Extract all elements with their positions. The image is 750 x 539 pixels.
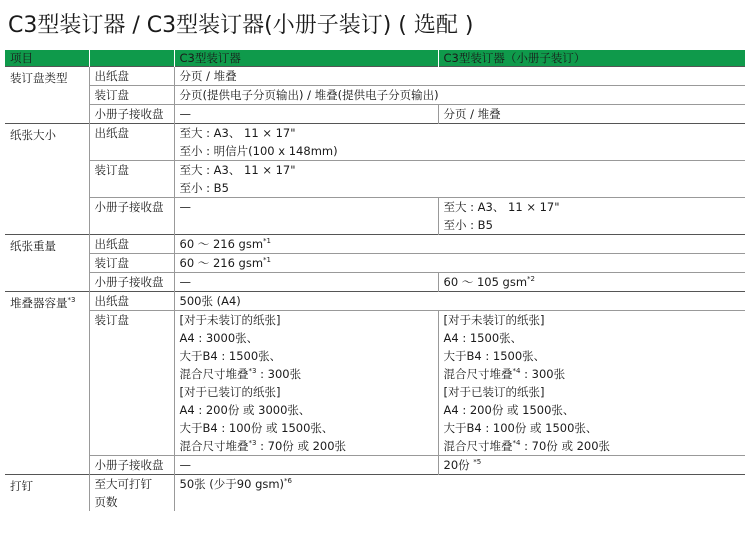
- cell-value: [174, 235, 745, 254]
- sub-label: 小册子接收盘: [89, 198, 174, 235]
- cell-line: [对于已装订的纸张]: [443, 385, 545, 399]
- cell-text: 混合尺寸堆叠: [179, 439, 249, 453]
- cell-line: 大于B4 : 1500张、: [443, 349, 546, 363]
- cell-value: 分页(提供电子分页输出) / 堆叠(提供电子分页输出): [174, 86, 745, 105]
- header-sub: [89, 50, 174, 67]
- cell-text: 混合尺寸堆叠: [179, 367, 249, 381]
- cell-value: [174, 311, 438, 456]
- table-row: [5, 254, 745, 273]
- table-row: [5, 105, 745, 124]
- row-label-tray-type: 装订盘类型: [5, 67, 89, 124]
- footnote-mark: *4: [512, 367, 521, 375]
- row-label-stapling: 打钉: [5, 475, 89, 512]
- cell-line: [180, 437, 435, 455]
- cell-line: 至小 : B5: [443, 218, 493, 232]
- cell-value: —: [174, 105, 438, 124]
- cell-line: 至大 : A3、 11 × 17": [443, 200, 560, 214]
- cell-text: : 70份 或 200张: [520, 439, 611, 453]
- cell-text: 混合尺寸堆叠: [443, 367, 513, 381]
- cell-line: 大于B4 : 1500张、: [179, 349, 282, 363]
- cell-value: —: [174, 456, 438, 475]
- footnote-mark: *1: [263, 237, 272, 245]
- sub-label: 小册子接收盘: [89, 105, 174, 124]
- cell-value: [174, 254, 745, 273]
- cell-value: [174, 161, 745, 198]
- sub-label: 出纸盘: [89, 235, 174, 254]
- sub-label: 装订盘: [89, 161, 174, 198]
- header-c3: C3型装订器: [174, 50, 438, 67]
- table-row: [5, 273, 745, 292]
- sub-label: 出纸盘: [89, 124, 174, 161]
- table-row: [5, 86, 745, 105]
- cell-text: 60 ～ 216 gsm: [179, 256, 264, 270]
- row-label-paper-weight: 纸张重量: [5, 235, 89, 292]
- cell-value: [438, 273, 745, 292]
- cell-text: 60 ～ 216 gsm: [179, 237, 264, 251]
- cell-value: 500张 (A4): [174, 292, 745, 311]
- cell-text: : 300张: [520, 367, 566, 381]
- table-row: [5, 67, 745, 86]
- table-row: [5, 311, 745, 456]
- cell-line: [对于已装订的纸张]: [179, 385, 281, 399]
- sub-label: 装订盘: [89, 254, 174, 273]
- footnote-mark: *5: [473, 458, 482, 466]
- cell-line: [180, 365, 435, 383]
- cell-value: —: [174, 273, 438, 292]
- footnote-mark: *3: [248, 367, 257, 375]
- cell-line: 至大可打钉: [94, 477, 152, 491]
- cell-line: 页数: [94, 495, 118, 509]
- cell-line: 至小 : B5: [179, 181, 229, 195]
- cell-line: 大于B4 : 100份 或 1500张、: [443, 421, 598, 435]
- cell-value: [438, 456, 745, 475]
- table-row: [5, 292, 745, 311]
- cell-line: 至小 : 明信片(100 x 148mm): [179, 144, 338, 158]
- table-row: [5, 124, 745, 161]
- header-item: 项目: [5, 50, 89, 67]
- cell-line: A4 : 1500张、: [443, 331, 523, 345]
- cell-line: A4 : 3000张、: [179, 331, 259, 345]
- cell-text: 混合尺寸堆叠: [443, 439, 513, 453]
- cell-text: 堆叠器容量: [10, 296, 68, 310]
- cell-value: [174, 124, 745, 161]
- footnote-mark: *1: [263, 256, 272, 264]
- table-row: [5, 198, 745, 235]
- cell-line: A4 : 200份 或 3000张、: [179, 403, 311, 417]
- cell-line: 至大 : A3、 11 × 17": [179, 163, 296, 177]
- cell-text: 60 ～ 105 gsm: [443, 275, 528, 289]
- cell-value: —: [174, 198, 438, 235]
- footnote-mark: *4: [512, 439, 521, 447]
- cell-text: : 70份 或 200张: [256, 439, 347, 453]
- table-row: [5, 475, 745, 512]
- cell-value: [438, 311, 745, 456]
- cell-text: 20份: [443, 458, 470, 472]
- cell-line: A4 : 200份 或 1500张、: [443, 403, 575, 417]
- cell-value: 分页 / 堆叠: [174, 67, 745, 86]
- cell-line: [对于未装订的纸张]: [443, 313, 545, 327]
- cell-line: [444, 365, 743, 383]
- cell-line: [444, 437, 743, 455]
- spec-table: [5, 50, 745, 511]
- footnote-mark: *6: [284, 477, 293, 485]
- cell-text: 50张 (少于90 gsm): [179, 477, 285, 491]
- table-row: [5, 235, 745, 254]
- sub-label: 出纸盘: [89, 67, 174, 86]
- header-c3-booklet: C3型装订器（小册子装订）: [438, 50, 745, 67]
- sub-label: 小册子接收盘: [89, 273, 174, 292]
- cell-value: [438, 198, 745, 235]
- page-title: C3型装订器 / C3型装订器(小册子装订) ( 选配 ): [8, 13, 474, 38]
- row-label-paper-size: 纸张大小: [5, 124, 89, 235]
- row-label-capacity: [5, 292, 89, 475]
- cell-line: [对于未装订的纸张]: [179, 313, 281, 327]
- cell-line: 至大 : A3、 11 × 17": [179, 126, 296, 140]
- footnote-mark: *2: [527, 275, 536, 283]
- sub-label: [89, 475, 174, 512]
- footnote-mark: *3: [67, 296, 76, 304]
- table-row: [5, 456, 745, 475]
- cell-text: : 300张: [256, 367, 302, 381]
- sub-label: 装订盘: [89, 311, 174, 456]
- sub-label: 出纸盘: [89, 292, 174, 311]
- table-header-row: [5, 50, 745, 67]
- sub-label: 小册子接收盘: [89, 456, 174, 475]
- table-row: [5, 161, 745, 198]
- cell-line: 大于B4 : 100份 或 1500张、: [179, 421, 334, 435]
- sub-label: 装订盘: [89, 86, 174, 105]
- cell-value: [174, 475, 745, 512]
- cell-value: 分页 / 堆叠: [438, 105, 745, 124]
- footnote-mark: *3: [248, 439, 257, 447]
